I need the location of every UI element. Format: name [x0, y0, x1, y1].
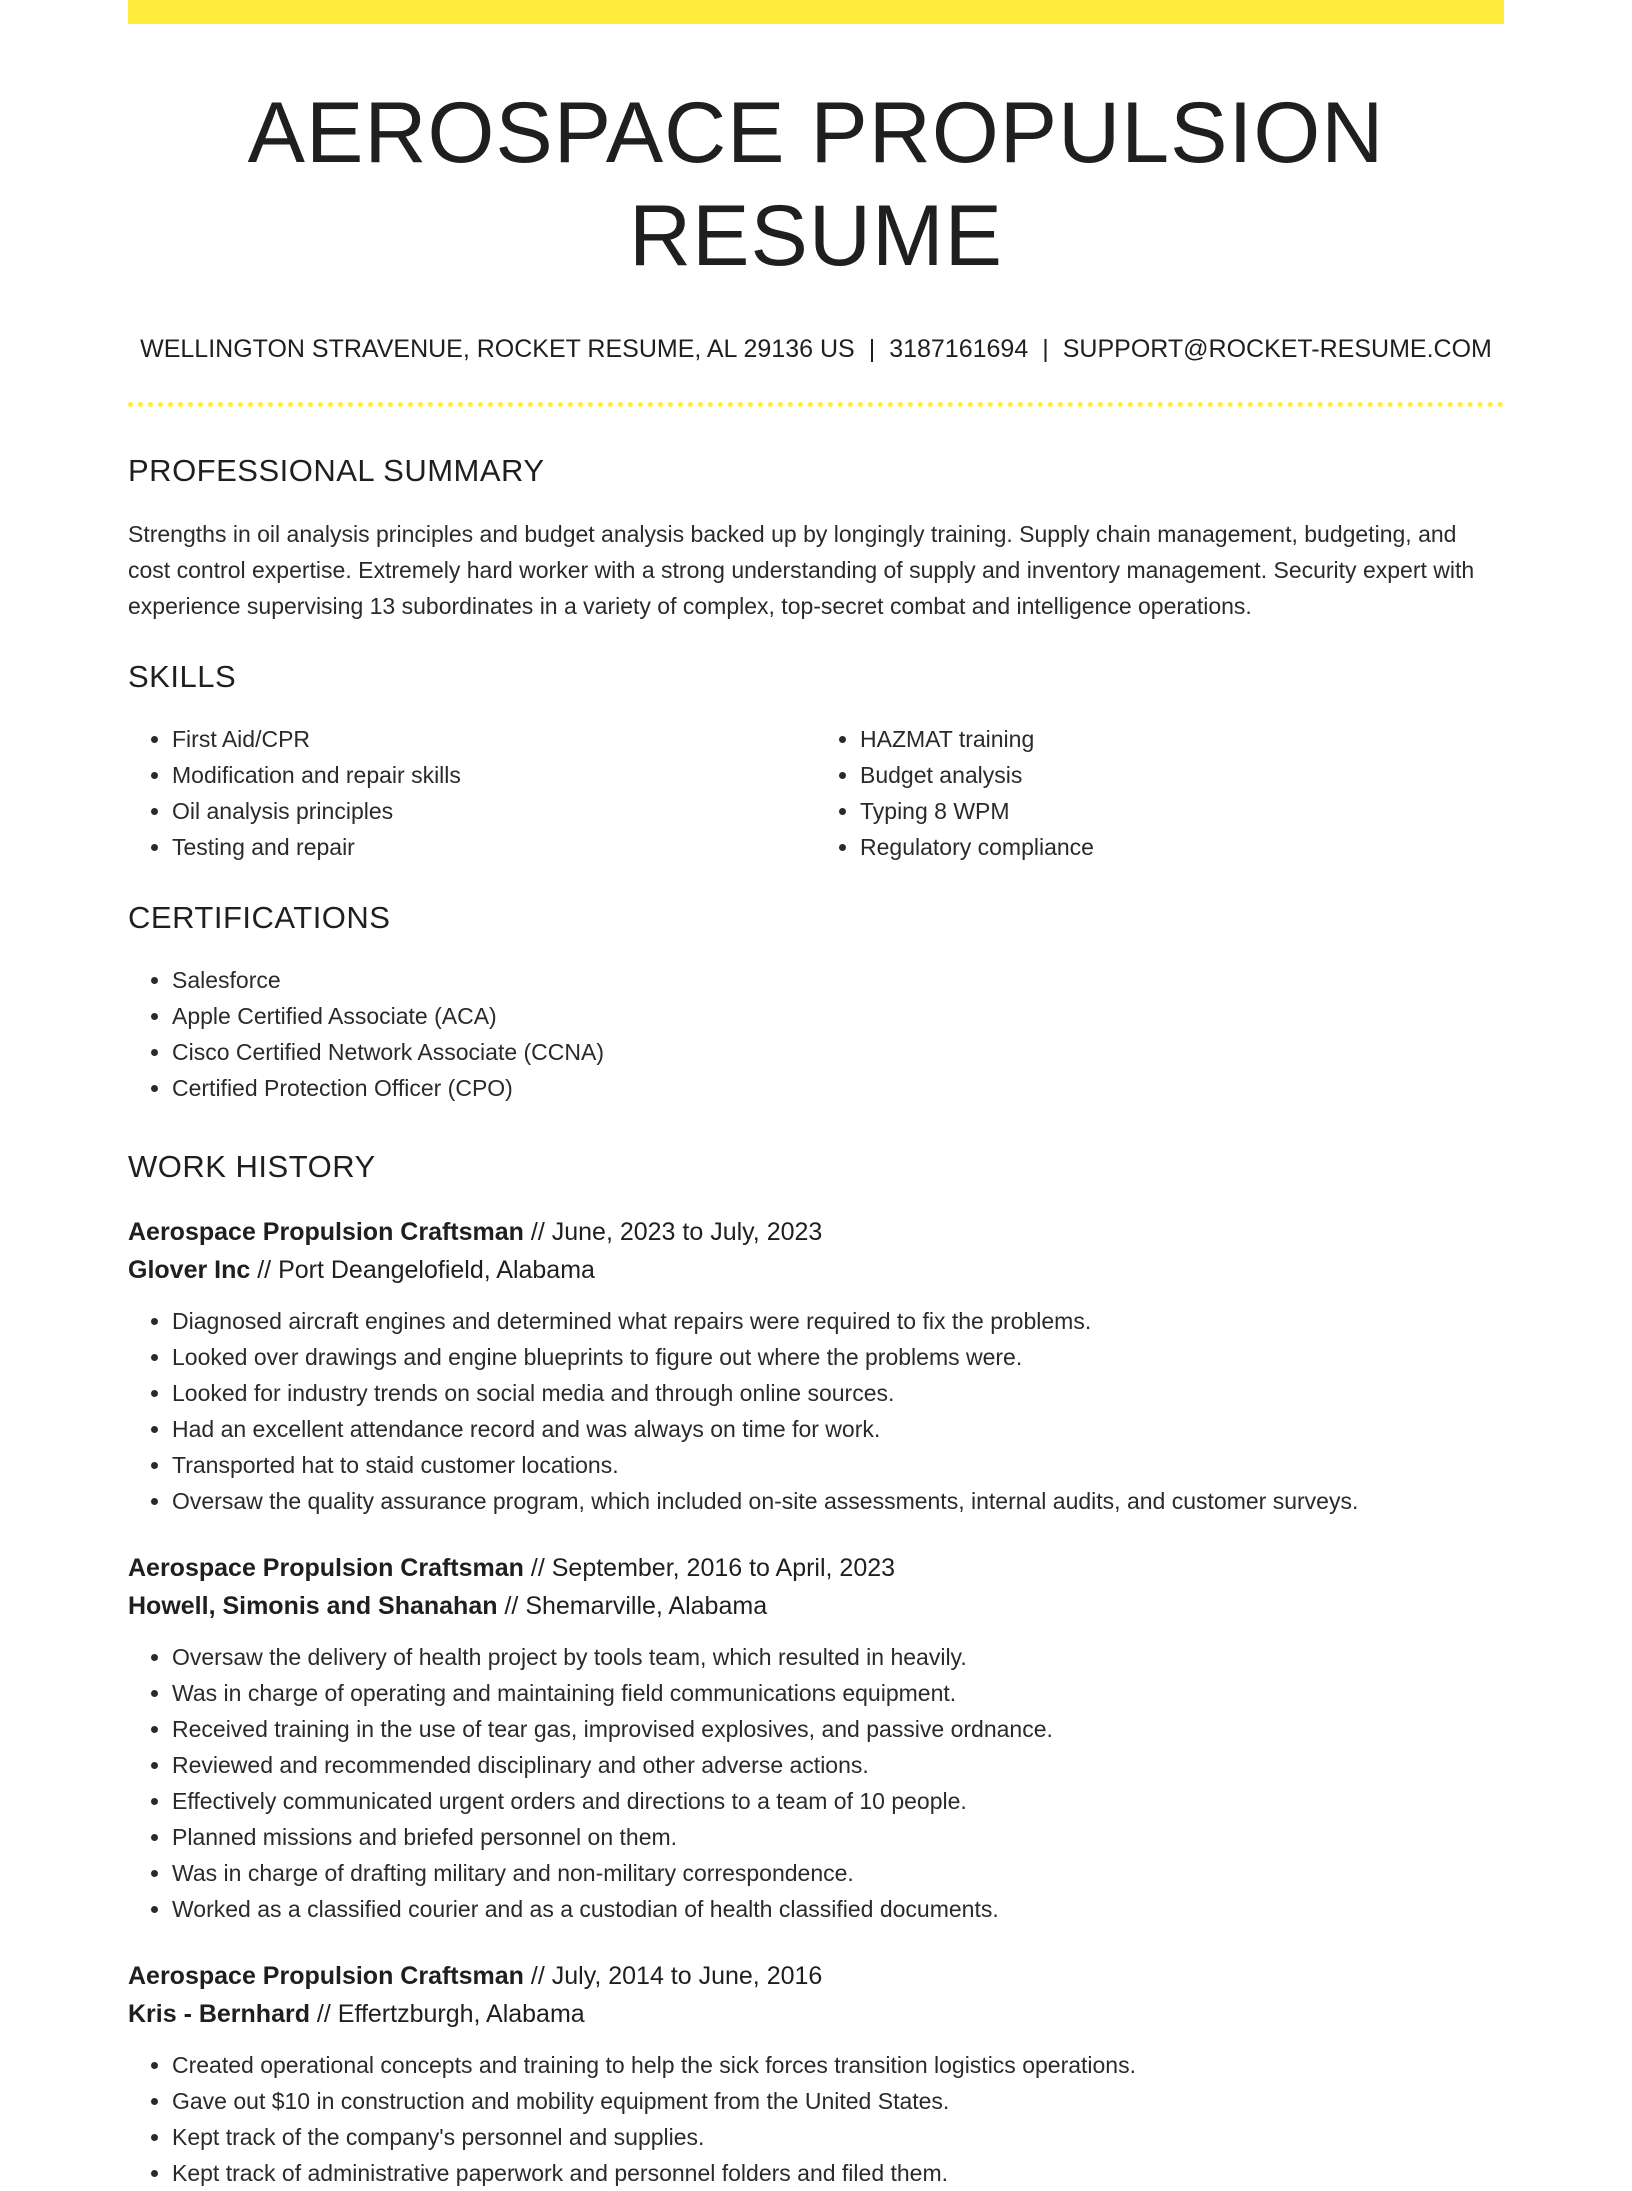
job-bullet: • Kept track of administrative paperwork and personnel folders and filed them. — [172, 2155, 1504, 2191]
skills-list-right — [816, 721, 1504, 865]
job-bullet: • Had an excellent attendance record and was always on time for work. — [172, 1411, 1504, 1447]
certifications-list — [128, 962, 1504, 1106]
certification-item: • Apple Certified Associate (ACA) — [172, 998, 1504, 1034]
job-bullet: • Was in charge of operating and maintaining field communications equipment. — [172, 1675, 1504, 1711]
job-bullet: • Received training in the use of tear gas, improvised explosives, and passive ordnance. — [172, 1711, 1504, 1747]
contact-separator: | — [1042, 335, 1049, 364]
job-location: Port Deangelofield, Alabama — [278, 1256, 595, 1285]
skill-item: • Typing 8 WPM — [860, 793, 1504, 829]
job-entry — [128, 1549, 1504, 1927]
skills-heading: SKILLS — [128, 658, 237, 694]
job-dates: September, 2016 to April, 2023 — [551, 1554, 896, 1583]
job-dates: June, 2023 to July, 2023 — [551, 1218, 823, 1247]
certification-item: • Salesforce — [172, 962, 1504, 998]
job-bullet: • Diagnosed aircraft engines and determined what repairs were required to fix the problems. — [172, 1303, 1504, 1339]
skill-item: • Testing and repair — [172, 829, 816, 865]
certifications-heading: CERTIFICATIONS — [128, 899, 391, 935]
job-bullet: • Kept track of the company's personnel and supplies. — [172, 2119, 1504, 2155]
skill-item: • HAZMAT training — [860, 721, 1504, 757]
job-bullets — [128, 2047, 1504, 2191]
certifications-section — [128, 899, 1504, 1106]
certification-item: • Cisco Certified Network Associate (CCNA) — [172, 1034, 1504, 1070]
job-company: Glover Inc — [128, 1256, 251, 1285]
job-bullets — [128, 1303, 1504, 1519]
skill-item: • Modification and repair skills — [172, 757, 816, 793]
job-entry — [128, 1213, 1504, 1519]
job-role: Aerospace Propulsion Craftsman — [128, 1962, 524, 1991]
summary-heading: PROFESSIONAL SUMMARY — [128, 453, 545, 489]
skills-list-left — [128, 721, 816, 865]
job-company: Kris - Bernhard — [128, 2000, 310, 2029]
summary-text: Strengths in oil analysis principles and budget analysis backed up by longingly training. Supply chain management, budgeting, and cost control expertise. Extremely hard worker with a strong understanding of supply and inventory management. Security expert with experience supervising 13 subordinates in a variety of complex, top-secret combat and intelligence operations. — [128, 520, 1475, 619]
job-separator: // — [309, 2000, 338, 2029]
skills-grid — [128, 721, 1504, 865]
job-dates: July, 2014 to June, 2016 — [551, 1962, 823, 1991]
contact-separator: | — [868, 335, 876, 364]
contact-email: SUPPORT@ROCKET-RESUME.COM — [1062, 335, 1492, 364]
skills-section — [128, 658, 1504, 865]
contact-line — [128, 334, 1504, 364]
job-title-line — [128, 1957, 1504, 1995]
certification-item: • Certified Protection Officer (CPO) — [172, 1070, 1504, 1106]
summary-section — [128, 452, 1504, 623]
job-bullet: • Planned missions and briefed personnel on them. — [172, 1819, 1504, 1855]
contact-phone: 3187161694 — [889, 335, 1029, 364]
top-accent-bar — [128, 0, 1504, 24]
job-role: Aerospace Propulsion Craftsman — [128, 1218, 524, 1247]
job-separator: // — [497, 1592, 526, 1621]
job-separator: // — [523, 1218, 552, 1247]
resume-title: AEROSPACE PROPULSION RESUME — [247, 85, 1385, 285]
job-bullet: • Effectively communicated urgent orders and directions to a team of 10 people. — [172, 1783, 1504, 1819]
job-bullet: • Transported hat to staid customer locations. — [172, 1447, 1504, 1483]
contact-address: WELLINGTON STRAVENUE, ROCKET RESUME, AL 29136 US — [140, 335, 855, 364]
work-history-section — [128, 1148, 1504, 2191]
job-title-line — [128, 1549, 1504, 1587]
job-location: Shemarville, Alabama — [525, 1592, 768, 1621]
job-bullet: • Created operational concepts and training to help the sick forces transition logistics operations. — [172, 2047, 1504, 2083]
job-bullet: • Gave out $10 in construction and mobility equipment from the United States. — [172, 2083, 1504, 2119]
skill-item: • Oil analysis principles — [172, 793, 816, 829]
job-bullet: • Oversaw the delivery of health project by tools team, which resulted in heavily. — [172, 1639, 1504, 1675]
job-separator: // — [523, 1554, 552, 1583]
skill-item: • Budget analysis — [860, 757, 1504, 793]
job-bullet: • Worked as a classified courier and as a custodian of health classified documents. — [172, 1891, 1504, 1927]
job-separator: // — [250, 1256, 279, 1285]
job-location: Effertzburgh, Alabama — [337, 2000, 585, 2029]
job-bullets — [128, 1639, 1504, 1927]
job-bullet: • Was in charge of drafting military and non-military correspondence. — [172, 1855, 1504, 1891]
job-company-line — [128, 1995, 1504, 2033]
job-company-line — [128, 1251, 1504, 1289]
work-history-heading: WORK HISTORY — [128, 1148, 376, 1184]
job-entry — [128, 1957, 1504, 2191]
skill-item: • Regulatory compliance — [860, 829, 1504, 865]
job-separator: // — [523, 1962, 552, 1991]
job-role: Aerospace Propulsion Craftsman — [128, 1554, 524, 1583]
job-bullet: • Looked over drawings and engine blueprints to figure out where the problems were. — [172, 1339, 1504, 1375]
resume-page — [128, 0, 1504, 2191]
job-company: Howell, Simonis and Shanahan — [128, 1592, 498, 1621]
job-bullet: • Looked for industry trends on social media and through online sources. — [172, 1375, 1504, 1411]
job-bullet: • Reviewed and recommended disciplinary and other adverse actions. — [172, 1747, 1504, 1783]
job-company-line — [128, 1587, 1504, 1625]
dotted-divider — [128, 402, 1504, 407]
skill-item: • First Aid/CPR — [172, 721, 816, 757]
job-bullet: • Oversaw the quality assurance program, which included on-site assessments, internal audits, and customer surveys. — [172, 1483, 1504, 1519]
job-title-line — [128, 1213, 1504, 1251]
